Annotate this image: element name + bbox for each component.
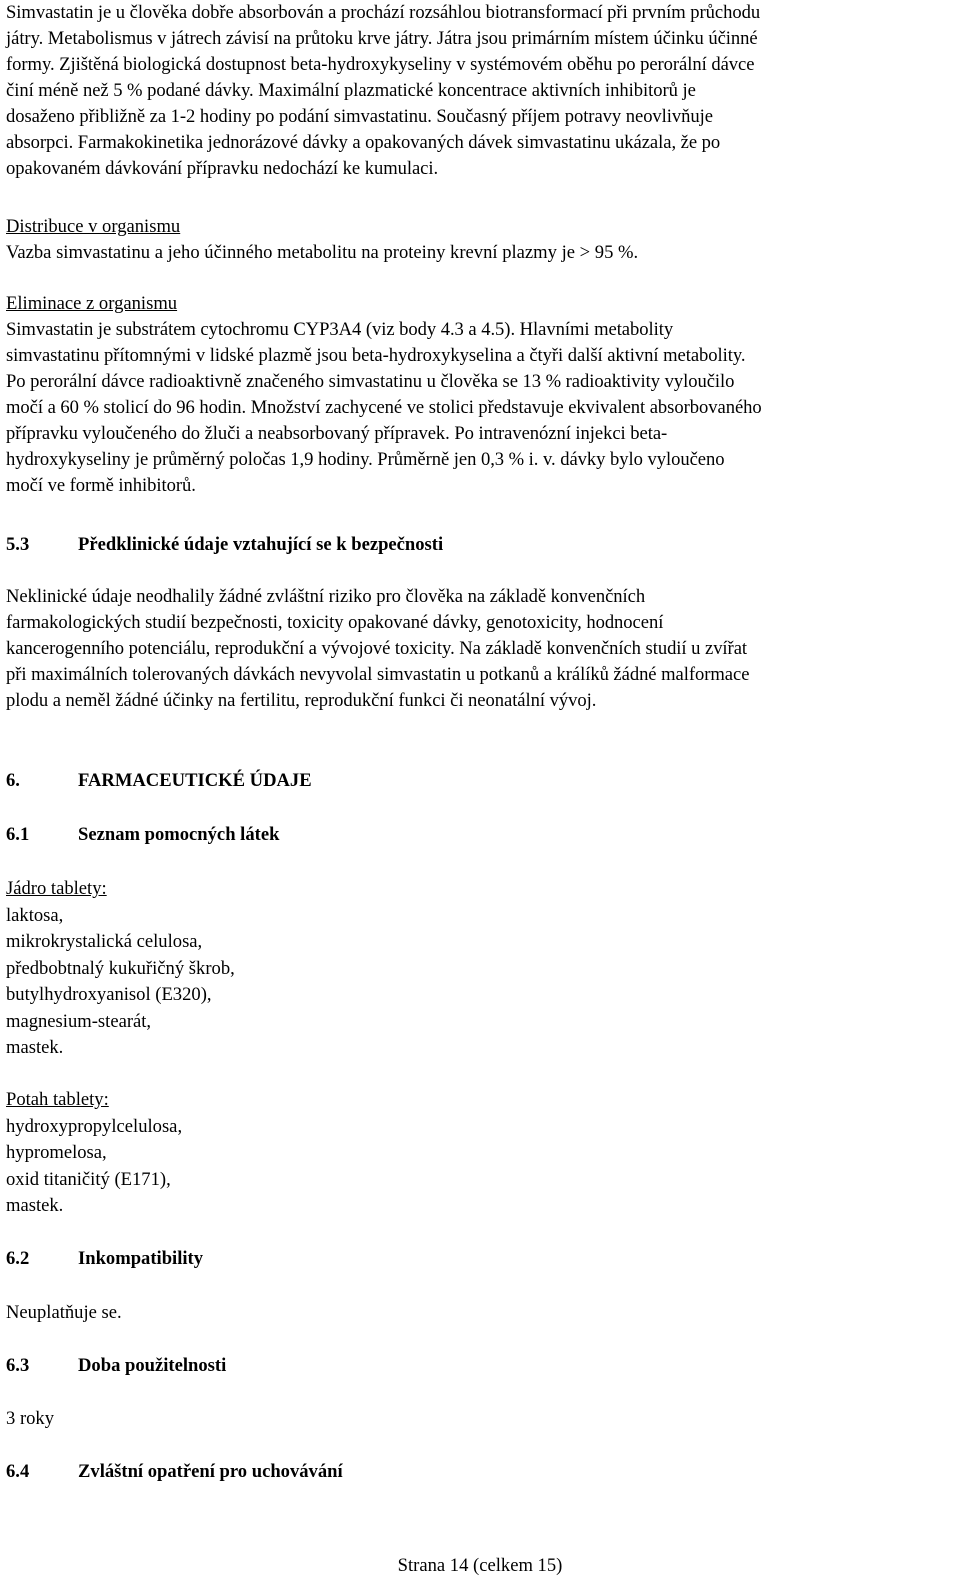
- page-footer: Strana 14 (celkem 15): [397, 1555, 563, 1576]
- section-title: FARMACEUTICKÉ ÚDAJE: [78, 770, 312, 791]
- tablet-coating-list: [6, 1087, 954, 1220]
- section-6-3-heading: [6, 1353, 954, 1379]
- list-item: předbobtnalý kukuřičný škrob,: [6, 957, 235, 979]
- section-title: Zvláštní opatření pro uchovávání: [78, 1461, 343, 1482]
- paragraph-text: Neuplatňuje se.: [6, 1302, 122, 1323]
- elimination-heading: Eliminace z organismu: [6, 293, 178, 314]
- list-item: mastek.: [6, 1037, 64, 1058]
- section-6-2-heading: [6, 1246, 954, 1272]
- section-number: 6.2: [6, 1248, 30, 1269]
- section-title: Seznam pomocných látek: [78, 824, 280, 845]
- list-item: mikrokrystalická celulosa,: [6, 931, 203, 952]
- list-item: laktosa,: [6, 904, 64, 926]
- pharmacokinetics-paragraph: [6, 0, 954, 182]
- distribution-section: [6, 214, 954, 266]
- section-6-1-heading: [6, 822, 954, 848]
- section-6-3-text: [6, 1406, 954, 1432]
- section-title: Doba použitelnosti: [78, 1355, 227, 1376]
- section-6-heading: [6, 768, 954, 794]
- section-number: 6.3: [6, 1355, 30, 1376]
- section-5-3-heading: [6, 532, 954, 558]
- section-title: Předklinické údaje vztahující se k bezpečnosti: [78, 534, 444, 555]
- list-item: magnesium-stearát,: [6, 1010, 152, 1032]
- section-6-2-text: [6, 1300, 954, 1326]
- section-number: 6.4: [6, 1461, 30, 1482]
- distribution-text: Vazba simvastatinu a jeho účinného metabolitu na proteiny krevní plazmy je > 95 %.: [6, 242, 639, 263]
- list-item: mastek.: [6, 1195, 64, 1216]
- section-number: 6.1: [6, 824, 30, 845]
- elimination-section: [6, 291, 954, 499]
- section-6-4-heading: [6, 1459, 954, 1485]
- elimination-text: Simvastatin je substrátem cytochromu CYP3A4 (viz body 4.3 a 4.5). Hlavními metabolity simvastatinu přítomnými v lidské plazmě jsou beta-hydroxykyselina a čtyři další aktivní metabolity. Po perorální dávce radioaktivně značeného simvastatinu u člověka se 13 % radioaktivity vyloučilo močí a 60 % stolicí do 96 hodin. Množství zachycené ve stolici představuje ekvivalent absorbovaného přípravku vyloučeného do žluči a neabsorbovaný přípravek. Po intravenózní injekci beta- hydroxykyseliny je průměrný poločas 1,9 hodiny. Průměrně jen 0,3 % i. v. dávky bylo vyloučeno močí ve formě inhibitorů.: [6, 319, 762, 496]
- tablet-coating-heading: Potah tablety:: [6, 1089, 109, 1110]
- list-item: oxid titaničitý (E171),: [6, 1168, 171, 1190]
- paragraph-text: Simvastatin je u člověka dobře absorbován a prochází rozsáhlou biotransformací při prvním průchodu játry. Metabolismus v játrech závisí na průtoku krve játry. Játra jsou primárním místem účinku účinné formy. Zjištěná biologická dostupnost beta-hydroxykyseliny v systémovém oběhu po perorální dávce činí méně než 5 % podané dávky. Maximální plazmatické koncentrace aktivních inhibitorů je dosaženo přibližně za 1-2 hodiny po podání simvastatinu. Současný příjem potravy neovlivňuje absorpci. Farmakokinetika jednorázové dávky a opakovaných dávek simvastatinu ukázala, že po opakovaném dávkování přípravku nedochází ke kumulaci.: [6, 2, 761, 179]
- section-number: 5.3: [6, 534, 30, 555]
- list-item: hydroxypropylcelulosa,: [6, 1115, 183, 1137]
- tablet-core-heading: Jádro tablety:: [6, 878, 107, 899]
- distribution-heading: Distribuce v organismu: [6, 216, 181, 237]
- section-title: Inkompatibility: [78, 1248, 204, 1269]
- section-number: 6.: [6, 770, 20, 791]
- list-item: butylhydroxyanisol (E320),: [6, 984, 212, 1005]
- paragraph-text: Neklinické údaje neodhalily žádné zvláštní riziko pro člověka na základě konvenčních farmakologických studií bezpečnosti, toxicity opakované dávky, genotoxicity, hodnocení kancerogenního potenciálu, reprodukční a vývojové toxicity. Na základě konvenčních studií u zvířat při maximálních tolerovaných dávkách nevyvolal simvastatin u potkanů a králíků žádné malformace plodu a neměl žádné účinky na fertilitu, reprodukční funkci či neonatální vývoj.: [6, 586, 750, 711]
- tablet-core-list: [6, 876, 954, 1062]
- list-item: hypromelosa,: [6, 1142, 107, 1163]
- paragraph-text: 3 roky: [6, 1408, 55, 1429]
- section-5-3-text: [6, 584, 954, 714]
